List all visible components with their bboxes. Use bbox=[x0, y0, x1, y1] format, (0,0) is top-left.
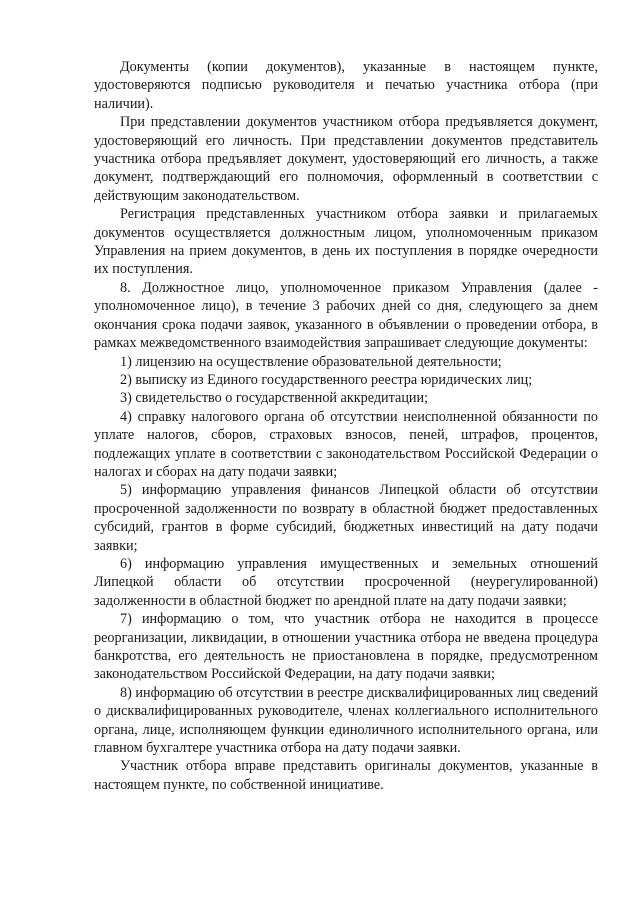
list-item-finance-info: 5) информацию управления финансов Липецкой области об отсутствии просроченной задолженности по возврату в областной бюджет предоставленных субсидий, грантов в форме субсидий, бюджетных инвестиций на дату подачи заявки; bbox=[94, 482, 598, 554]
list-item-reorganization-info: 7) информацию о том, что участник отбора не находится в процессе реорганизации, ликвидации, в отношении участника отбора не введена процедура банкротства, его деятельность не приостановлена в порядке, предусмотренном законодательством Российской Федерации, на дату подачи заявки; bbox=[94, 611, 598, 683]
document-page bbox=[94, 58, 598, 794]
paragraph-identity-document: При представлении документов участником отбора предъявляется документ, удостоверяющий его личность. При представлении документов представитель участника отбора предъявляет документ, удостоверяющий его личность, а также документ, подтверждающий его полномочия, оформленный в соответствии с действующим законодательством. bbox=[94, 114, 598, 204]
list-item-property-info: 6) информацию управления имущественных и земельных отношений Липецкой области об отсутствии просроченной (неурегулированной) задолженности в областной бюджет по арендной плате на дату подачи заявки; bbox=[94, 555, 598, 609]
paragraph-registration: Регистрация представленных участником отбора заявки и прилагаемых документов осуществляется должностным лицом, уполномоченным приказом Управления на прием документов, в день их поступления в порядке очередности их поступления. bbox=[94, 206, 598, 278]
list-item-disqualification-info: 8) информацию об отсутствии в реестре дисквалифицированных лиц сведений о дисквалифицированных руководителе, членах коллегиального исполнительного органа, лице, исполняющем функции единоличного исполнительного органа, или главном бухгалтере участника отбора на дату подачи заявки. bbox=[94, 684, 598, 757]
list-item-license: 1) лицензию на осуществление образовательной деятельности; bbox=[120, 353, 502, 370]
list-item-tax-certificate: 4) справку налогового органа об отсутствии неисполненной обязанности по уплате налогов, сборов, страховых взносов, пеней, штрафов, процентов, подлежащих уплате в соответствии с законодательством Российской Федерации о налогах и сборах на дату подачи заявки; bbox=[94, 408, 598, 480]
list-item-accreditation: 3) свидетельство о государственной аккредитации; bbox=[120, 390, 429, 407]
paragraph-originals: Участник отбора вправе представить оригиналы документов, указанные в настоящем пункте, по собственной инициативе. bbox=[94, 758, 598, 793]
list-item-egrul-extract: 2) выписку из Единого государственного реестра юридических лиц; bbox=[120, 371, 533, 388]
paragraph-item-8: 8. Должностное лицо, уполномоченное приказом Управления (далее - уполномоченное лицо), в течение 3 рабочих дней со дня, следующего за днем окончания срока подачи заявок, указанного в объявлении о проведении отбора, в рамках межведомственного взаимодействия запрашивает следующие документы: bbox=[94, 279, 598, 352]
paragraph-documents-certification: Документы (копии документов), указанные в настоящем пункте, удостоверяются подписью руководителя и печатью участника отбора (при наличии). bbox=[94, 59, 598, 112]
